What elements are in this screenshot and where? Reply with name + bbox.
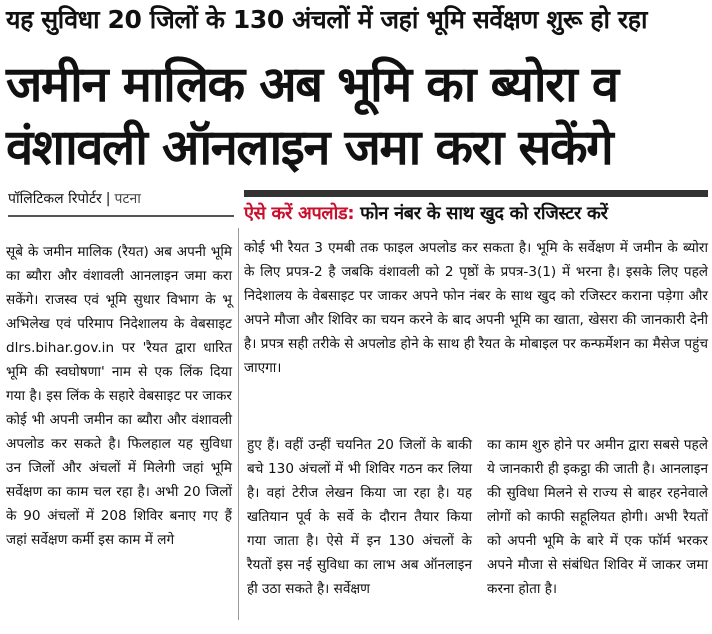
- box-title-label: ऐसे करें अपलोड:: [244, 203, 355, 224]
- upload-info-box: [244, 190, 708, 420]
- headline-line-1: जमीन मालिक अब भूमि का ब्योरा व: [6, 56, 618, 113]
- byline-separator: |: [105, 191, 111, 207]
- byline: [8, 189, 234, 217]
- box-body: कोई भी रैयत 3 एमबी तक फाइल अपलोड कर सकता है। भूमि के सर्वेक्षण में जमीन के ब्योरा के लिए प्रपत्र-2 है जबकि वंशावली को 2 पृष्ठों के प्रपत्र-3(1) में भरना है। इसके लिए पहले निदेशालय के वेबसाइट पर जाकर अपने फोन नंबर के साथ खुद को रजिस्टर कराना पड़ेगा और अपने मौजा और शिविर का चयन करने के बाद अपनी भूमि का खाता, खेसरा की जानकारी देनी है। प्रपत्र सही तरीके से अपलोड होने के साथ ही रैयत के मोबाइल पर कन्फर्मेशन का मैसेज पहुंच जाएगा।: [244, 240, 708, 377]
- headline-line-2: वंशावली ऑनलाइन जमा करा सकेंगे: [6, 119, 613, 176]
- kicker-headline: यह सुविधा 20 जिलों के 130 अंचलों में जहां भूमि सर्वेक्षण शुरू हो रहा: [6, 5, 648, 34]
- box-title: [244, 201, 708, 227]
- article-column-1: सूबे के जमीन मालिक (रैयत) अब अपनी भूमि का ब्यौरा और वंशावली आनलाइन जमा करा सकेंगे। राजस्व एवं भूमि सुधार विभाग के भू अभिलेख एवं परिमाप निदेशालय के वेबसाइट dlrs.bihar.gov.in पर 'रैयत द्वारा धारित भूमि की स्वघोषणा' नाम से एक लिंक दिया गया है। इस लिंक के सहारे वेबसाइट पर जाकर कोई भी अपनी जमीन का ब्यौरा और वंशावली अपलोड कर सकते है। फिलहाल यह सुविधा उन जिलों और अंचलों में मिलेगी जहां भूमि सर्वेक्षण का काम चल रहा है। अभी 20 जिलों के 90 अंचलों में 208 शिविर बनाए गए हैं जहां सर्वेक्षण कर्मी इस काम में लगे: [6, 244, 232, 548]
- article-column-3: का काम शुरु होने पर अमीन द्वारा सबसे पहले ये जानकारी ही इकट्ठा की जाती है। आनलाइन की सुविधा मिलने से राज्य से बाहर रहनेवाले लोगों को काफी सहूलियत होगी। अभी रैयतों को अपनी भूमि के बारे में एक फॉर्म भरकर अपने मौजा से संबंधित शिविर में जाकर जमा करना होता है।: [487, 437, 708, 597]
- byline-reporter: पॉलिटिकल रिपोर्टर: [8, 191, 102, 207]
- box-title-rest: फोन नंबर के साथ खुद को रजिस्टर करें: [354, 203, 608, 224]
- column-divider: [238, 228, 239, 620]
- byline-city: पटना: [114, 191, 141, 207]
- article-column-2: हुए हैं। वहीं उन्हीं चयनित 20 जिलों के बाकी बचे 130 अंचलों में भी शिविर गठन कर लिया है। वहां टेरीज लेखन किया जा रहा है। यह खतियान पूर्व के सर्वे के दौरान तैयार किया गया जाता है। ऐसे में इन 130 अंचलों के रैयतों इस नई सुविधा का लाभ अब ऑनलाइन ही उठा सकते है। सर्वेक्षण: [247, 437, 472, 597]
